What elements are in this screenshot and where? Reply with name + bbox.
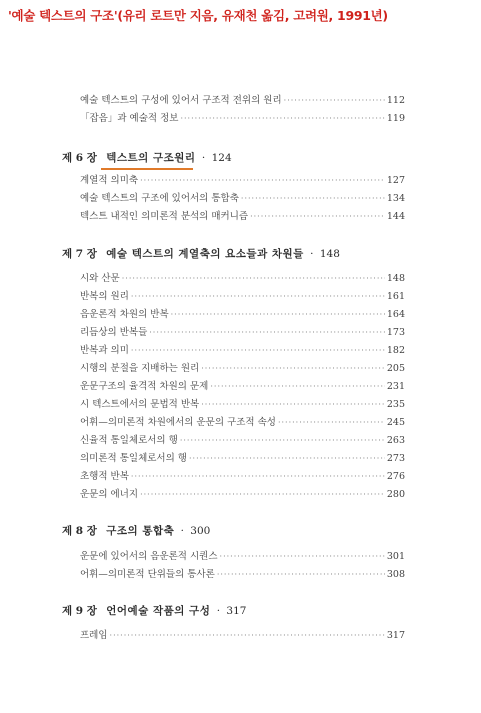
dot-leader xyxy=(250,212,385,221)
chapter-separator: · xyxy=(216,605,221,617)
toc-entry-page: 263 xyxy=(386,435,405,446)
toc-entry xyxy=(80,342,405,356)
toc-entry-page: 112 xyxy=(386,95,405,106)
chapter-page: 300 xyxy=(190,525,211,537)
chapter-heading xyxy=(62,603,246,618)
dot-leader xyxy=(220,552,385,561)
toc-entry-page: 144 xyxy=(386,211,405,222)
chapter-page: 124 xyxy=(211,152,232,164)
highlight-underline xyxy=(101,168,193,170)
chapter-separator: · xyxy=(180,525,184,537)
toc-entry-title: 운문에 있어서의 음운론적 시퀀스 xyxy=(80,551,218,562)
toc-entry-title: 의미론적 통일체로서의 행 xyxy=(80,453,187,464)
chapter-title: 예술 텍스트의 계열축의 요소들과 차원들 xyxy=(106,248,304,260)
dot-leader xyxy=(189,454,385,463)
toc-entry-title: 음운론적 차원의 반복 xyxy=(80,309,169,320)
dot-leader xyxy=(131,346,385,355)
toc-entry xyxy=(80,208,405,222)
toc-entry xyxy=(80,190,405,204)
toc-entry xyxy=(80,306,405,320)
toc-entry-title: 계열적 의미축 xyxy=(80,175,139,186)
toc-entry xyxy=(80,566,405,580)
dot-leader xyxy=(201,364,385,373)
toc-entry-title: 신율적 통일체로서의 행 xyxy=(80,435,178,446)
chapter-separator: · xyxy=(201,152,206,164)
toc-entry-title: 운문구조의 율격적 차원의 문제 xyxy=(80,381,209,392)
toc-entry-page: 148 xyxy=(386,273,405,284)
dot-leader xyxy=(140,176,385,185)
toc-entry-title: 운문의 에너지 xyxy=(80,489,139,500)
dot-leader xyxy=(284,96,385,105)
toc-entry xyxy=(80,432,405,446)
toc-entry xyxy=(80,396,405,410)
dot-leader xyxy=(180,436,385,445)
toc-entry-title: 텍스트 내적인 의미론적 분석의 매커니즘 xyxy=(80,211,249,222)
chapter-title: 언어예술 작품의 구성 xyxy=(106,605,211,617)
toc-entry-title: 어휘—의미론적 단위들의 통사론 xyxy=(80,569,215,580)
chapter-page: 317 xyxy=(226,605,247,617)
toc-entry-title: 리듬상의 반복들 xyxy=(80,327,148,338)
dot-leader xyxy=(278,418,385,427)
toc-entry-page: 134 xyxy=(386,193,405,204)
toc-entry-page: 308 xyxy=(386,569,405,580)
dot-leader xyxy=(180,114,384,123)
toc-entry xyxy=(80,468,405,482)
toc-entry-page: 301 xyxy=(386,551,405,562)
dot-leader xyxy=(210,382,384,391)
toc-entry-title: 「잡음」과 예술적 정보 xyxy=(80,113,179,124)
toc-entry-page: 235 xyxy=(386,399,405,410)
dot-leader xyxy=(217,570,385,579)
dot-leader xyxy=(122,274,385,283)
toc-entry-title: 예술 텍스트의 구성에 있어서 구조적 전위의 원리 xyxy=(80,95,282,106)
toc-entry-page: 161 xyxy=(386,291,405,302)
toc-entry-title: 시 텍스트에서의 문법적 반복 xyxy=(80,399,200,410)
toc-entry-page: 276 xyxy=(386,471,405,482)
toc-entry-title: 초행적 반복 xyxy=(80,471,129,482)
dot-leader xyxy=(110,631,385,640)
dot-leader xyxy=(171,310,385,319)
chapter-title: 구조의 통합축 xyxy=(106,525,175,537)
toc-entry xyxy=(80,110,405,124)
toc-entry xyxy=(80,92,405,106)
toc-entry-page: 231 xyxy=(386,381,405,392)
chapter-number: 제 8 장 xyxy=(62,525,97,537)
dot-leader xyxy=(131,292,385,301)
dot-leader xyxy=(241,194,385,203)
chapter-page: 148 xyxy=(319,248,340,260)
toc-entry xyxy=(80,548,405,562)
toc-entry xyxy=(80,378,405,392)
chapter-number: 제 6 장 xyxy=(62,152,97,164)
toc-entry-title: 프레임 xyxy=(80,630,108,641)
toc-entry xyxy=(80,270,405,284)
chapter-separator: · xyxy=(310,248,314,260)
toc-entry-title: 시행의 분절을 지배하는 원리 xyxy=(80,363,200,374)
toc-entry-page: 182 xyxy=(386,345,405,356)
chapter-heading xyxy=(62,246,340,261)
chapter-title: 텍스트의 구조원리 xyxy=(106,152,196,164)
toc-entry-page: 273 xyxy=(386,453,405,464)
toc-entry-title: 예술 텍스트의 구조에 있어서의 통합축 xyxy=(80,193,239,204)
chapter-number: 제 9 장 xyxy=(62,605,97,617)
dot-leader xyxy=(140,490,385,499)
chapter-heading xyxy=(62,150,232,165)
toc-entry xyxy=(80,450,405,464)
toc-entry-page: 205 xyxy=(386,363,405,374)
dot-leader xyxy=(201,400,385,409)
toc-entry xyxy=(80,486,405,500)
chapter-heading xyxy=(62,523,210,538)
page-header-caption: '예술 텍스트의 구조'(유리 로트만 지음, 유재천 옮김, 고려원, 1991년) xyxy=(8,8,388,23)
toc-entry-page: 119 xyxy=(386,113,405,124)
toc-entry-title: 반복과 의미 xyxy=(80,345,129,356)
toc-entry xyxy=(80,627,405,641)
toc-entry xyxy=(80,172,405,186)
toc-entry xyxy=(80,414,405,428)
toc-entry-page: 173 xyxy=(386,327,405,338)
chapter-number: 제 7 장 xyxy=(62,248,97,260)
toc-entry-title: 어휘—의미론적 차원에서의 운문의 구조적 속성 xyxy=(80,417,276,428)
toc-entry xyxy=(80,360,405,374)
toc-entry-page: 317 xyxy=(386,630,405,641)
toc-entry-page: 164 xyxy=(386,309,405,320)
toc-entry-title: 시와 산문 xyxy=(80,273,120,284)
toc-entry-page: 127 xyxy=(386,175,405,186)
toc-entry xyxy=(80,324,405,338)
toc-entry-page: 280 xyxy=(386,489,405,500)
toc-entry-page: 245 xyxy=(386,417,405,428)
dot-leader xyxy=(149,328,385,337)
toc-entry xyxy=(80,288,405,302)
dot-leader xyxy=(131,472,385,481)
toc-entry-title: 반복의 원리 xyxy=(80,291,129,302)
